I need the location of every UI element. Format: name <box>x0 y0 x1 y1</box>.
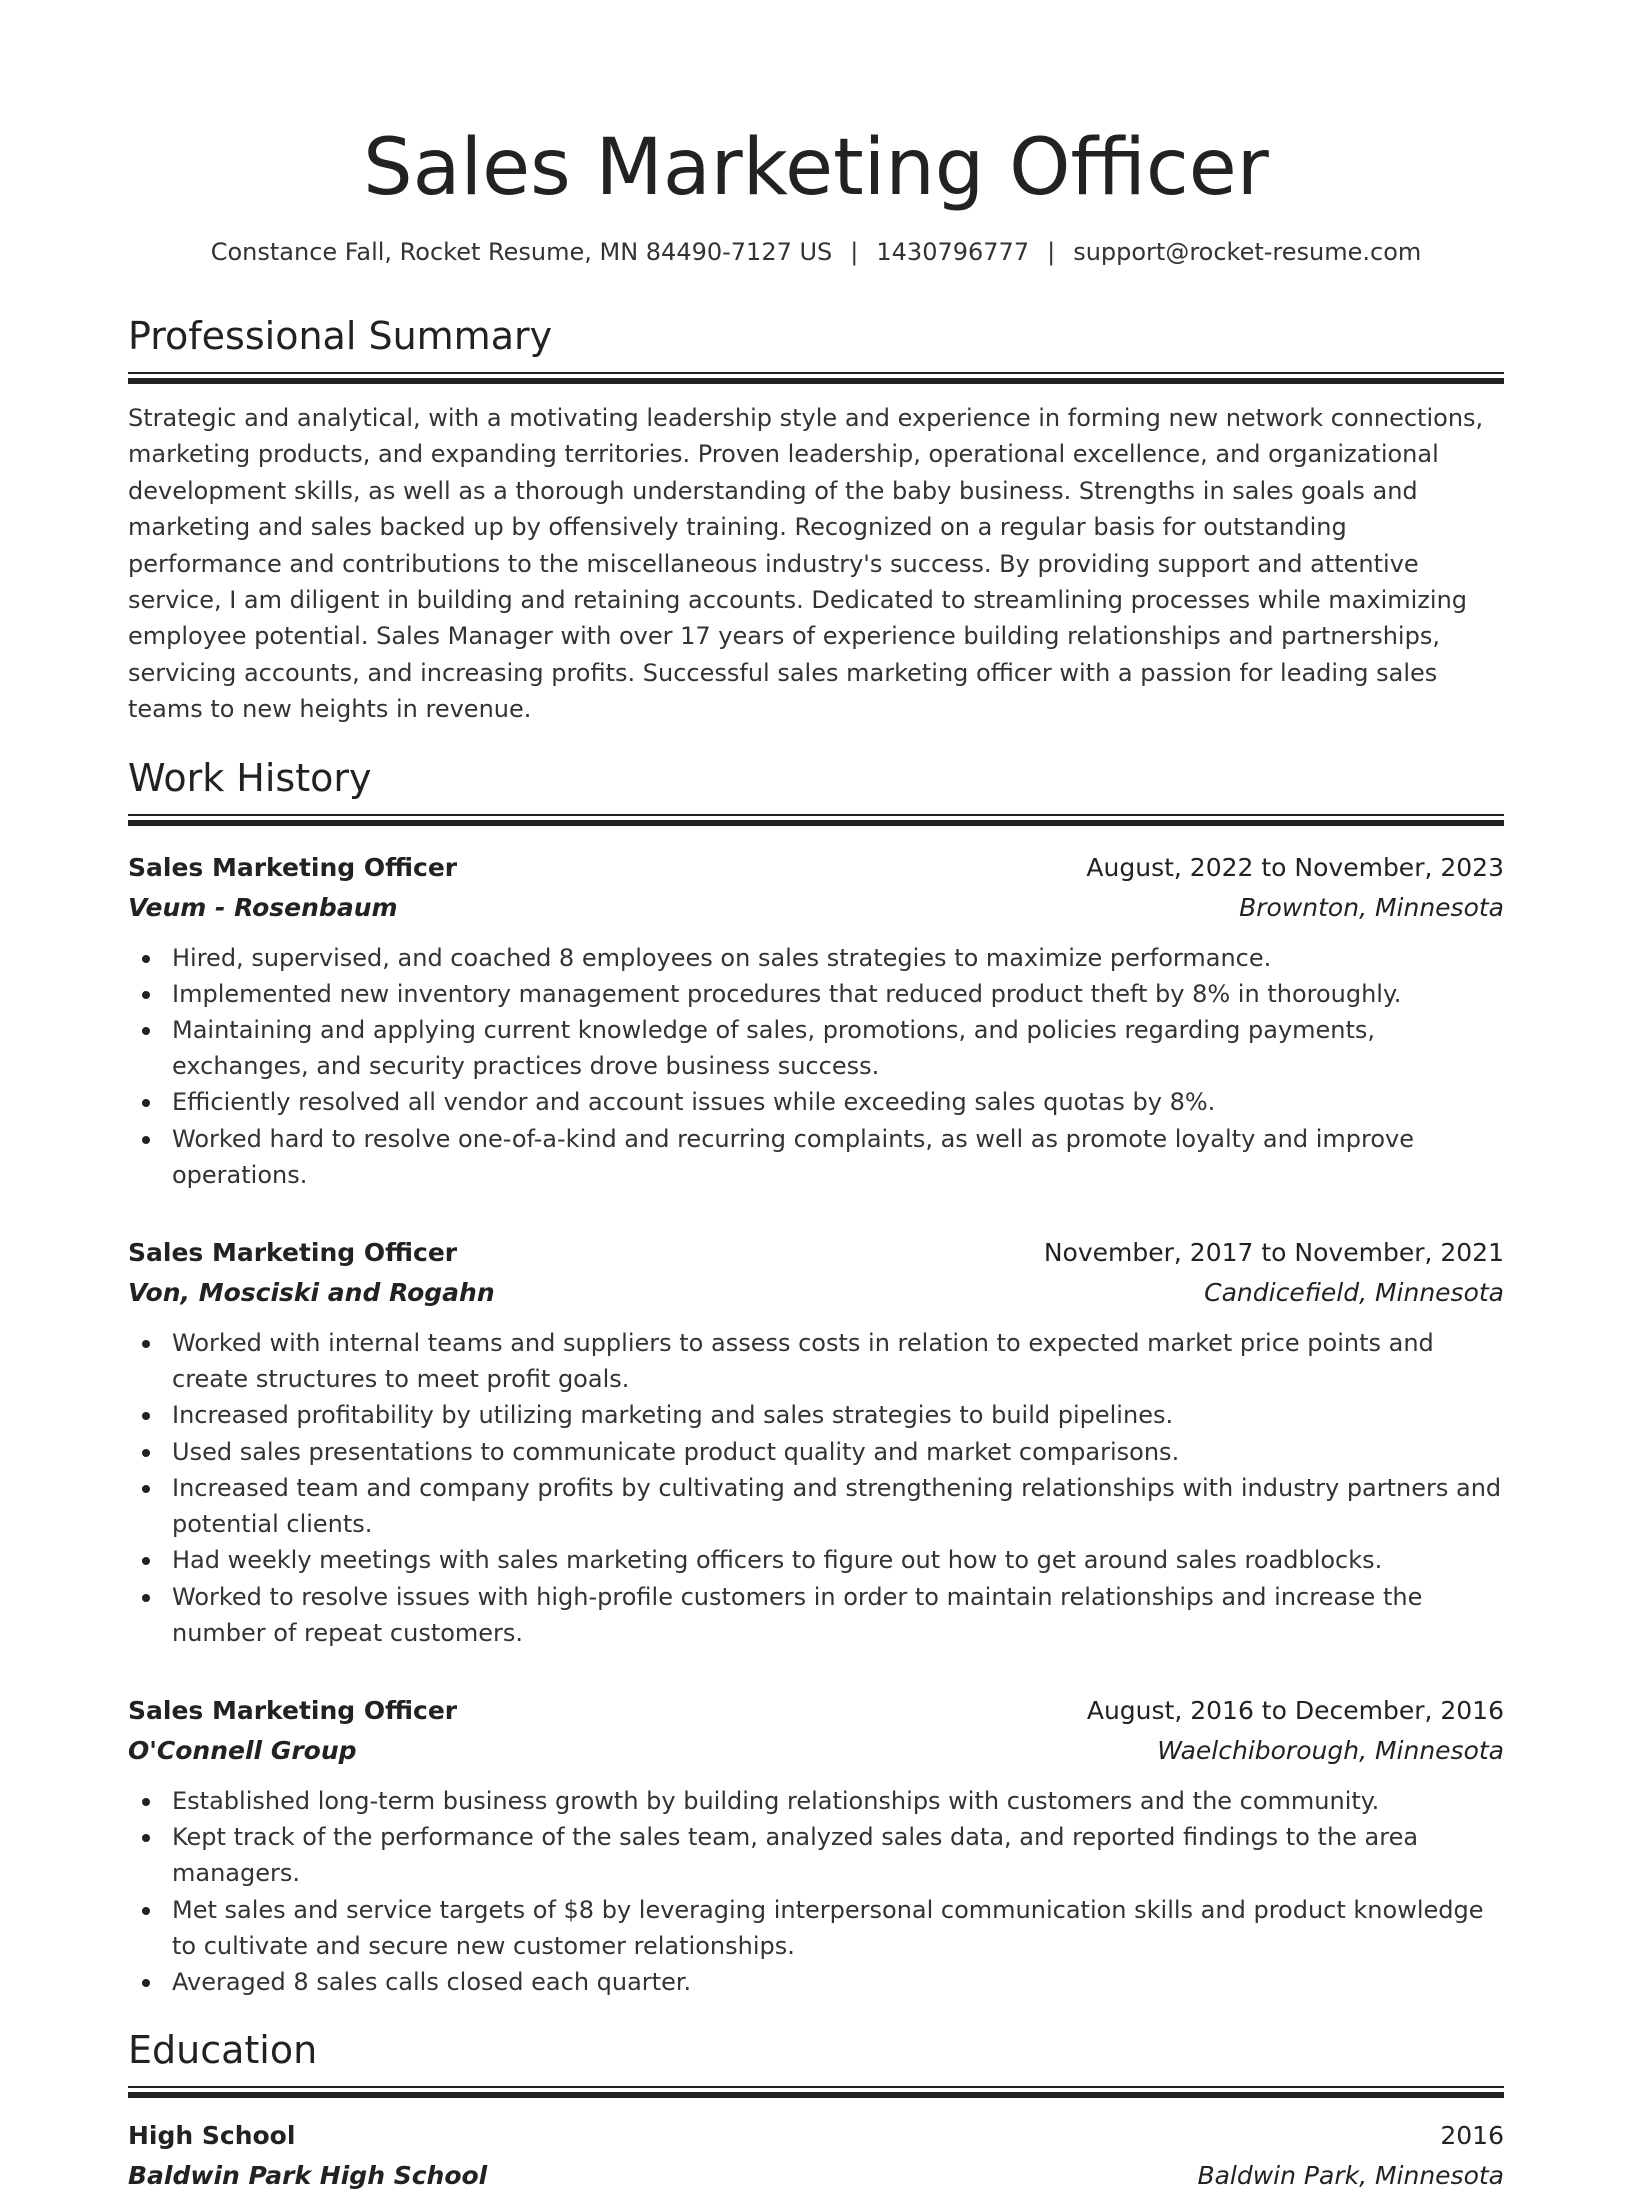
job-dates: August, 2016 to December, 2016 <box>1086 1695 1504 1725</box>
job-location: Waelchiborough, Minnesota <box>1157 1735 1504 1765</box>
job-bullet: Used sales presentations to communicate product quality and market comparisons. <box>172 1434 1504 1470</box>
section-divider <box>128 372 1504 384</box>
section-heading-education: Education <box>128 2028 318 2073</box>
job-entry <box>128 1233 1504 1651</box>
job-bullet: Worked to resolve issues with high-profile customers in order to maintain relationships and increase the number of repeat customers. <box>172 1579 1504 1651</box>
job-bullet: Worked with internal teams and suppliers to assess costs in relation to expected market price points and create structures to meet profit goals. <box>172 1325 1504 1397</box>
job-location: Brownton, Minnesota <box>1239 892 1504 922</box>
job-bullet: Averaged 8 sales calls closed each quarter. <box>172 1964 1504 2000</box>
contact-separator: | <box>850 238 859 266</box>
contact-phone: 1430796777 <box>876 238 1030 266</box>
education-section <box>128 2026 1504 2196</box>
section-heading-work-history: Work History <box>128 755 372 800</box>
job-dates: August, 2022 to November, 2023 <box>1086 852 1504 882</box>
job-employer: O'Connell Group <box>128 1735 357 1765</box>
job-title: Sales Marketing Officer <box>128 852 458 882</box>
job-bullet: Increased profitability by utilizing marketing and sales strategies to build pipelines. <box>172 1397 1504 1433</box>
job-entry <box>128 1691 1504 2000</box>
job-bullet-list <box>128 1783 1504 2000</box>
job-bullet: Efficiently resolved all vendor and account issues while exceeding sales quotas by 8%. <box>172 1084 1504 1120</box>
section-heading-summary: Professional Summary <box>128 314 553 358</box>
job-title: Sales Marketing Officer <box>128 1695 458 1725</box>
job-bullet-list <box>128 940 1504 1193</box>
contact-line <box>128 236 1504 268</box>
job-bullet: Established long-term business growth by building relationships with customers and the community. <box>172 1783 1504 1819</box>
resume-title: Sales Marketing Officer <box>363 123 1269 213</box>
education-degree: High School <box>128 2121 296 2151</box>
section-divider <box>128 814 1504 826</box>
job-location: Candicefield, Minnesota <box>1204 1278 1504 1308</box>
job-employer: Veum - Rosenbaum <box>128 892 398 922</box>
job-bullet-list <box>128 1325 1504 1651</box>
contact-separator: | <box>1047 238 1056 266</box>
job-employer: Von, Mosciski and Rogahn <box>128 1278 495 1308</box>
education-year: 2016 <box>1440 2121 1504 2151</box>
job-bullet: Kept track of the performance of the sales team, analyzed sales data, and reported findings to the area managers. <box>172 1819 1504 1891</box>
job-bullet: Worked hard to resolve one-of-a-kind and recurring complaints, as well as promote loyalty and improve operations. <box>172 1121 1504 1193</box>
job-bullet: Maintaining and applying current knowledge of sales, promotions, and policies regarding payments, exchanges, and security practices drove business success. <box>172 1012 1504 1084</box>
job-bullet: Hired, supervised, and coached 8 employees on sales strategies to maximize performance. <box>172 940 1504 976</box>
summary-paragraph: Strategic and analytical, with a motivating leadership style and experience in forming new network connections, marketing products, and expanding territories. Proven leadership, operational excellence, and organizational development skills, as well as a thorough understanding of the baby business. Strengths in sales goals and marketing and sales backed up by offensively training. Recognized on a regular basis for outstanding performance and contributions to the miscellaneous industry's success. By providing support and attentive service, I am diligent in building and retaining accounts. Dedicated to streamlining processes while maximizing employee potential. Sales Manager with over 17 years of experience building relationships and partnerships, servicing accounts, and increasing profits. Successful sales marketing officer with a passion for leading sales teams to new heights in revenue. <box>128 404 1484 724</box>
section-divider <box>128 2086 1504 2098</box>
job-title: Sales Marketing Officer <box>128 1238 458 1268</box>
job-bullet: Implemented new inventory management procedures that reduced product theft by 8% in thoroughly. <box>172 976 1504 1012</box>
contact-address: Constance Fall, Rocket Resume, MN 84490-7127 US <box>210 238 833 266</box>
contact-email[interactable]: support@rocket-resume.com <box>1073 238 1422 266</box>
work-history-section <box>128 754 1504 2000</box>
job-bullet: Increased team and company profits by cultivating and strengthening relationships with industry partners and potential clients. <box>172 1470 1504 1542</box>
resume-page <box>128 0 1504 2196</box>
education-school: Baldwin Park High School <box>128 2161 488 2191</box>
job-entry <box>128 848 1504 1193</box>
education-entry <box>128 2116 1504 2196</box>
job-bullet: Met sales and service targets of $8 by leveraging interpersonal communication skills and product knowledge to cultivate and secure new customer relationships. <box>172 1892 1504 1964</box>
education-location: Baldwin Park, Minnesota <box>1197 2161 1504 2191</box>
job-bullet: Had weekly meetings with sales marketing officers to figure out how to get around sales roadblocks. <box>172 1542 1504 1578</box>
job-dates: November, 2017 to November, 2021 <box>1043 1238 1504 1268</box>
summary-section <box>128 312 1504 728</box>
